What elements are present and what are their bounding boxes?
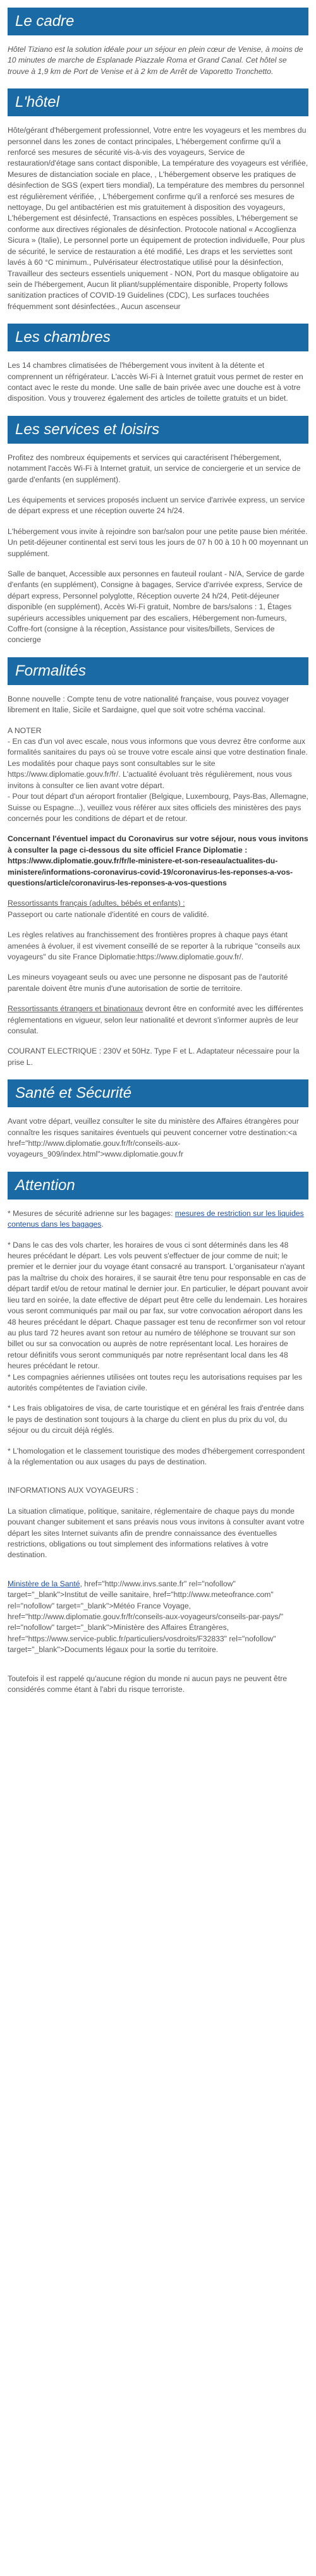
attention-charter [8,1240,308,1394]
luggage-end: . [101,1220,104,1229]
airlines-text: * Les compagnies aériennes utilisées ont toutes reçu les autorisations requises par les autorités compétentes de l'aviation civile. [8,1372,303,1392]
attention-info-text: La situation climatique, politique, sanitaire, réglementaire de chaque pays du monde pouvant changer subitement et sans préavis nous vous invitons à consulter avant votre départ les sites Internet suivants afin de prendre connaissance des éventuelles restrictions, obligations ou tout simplement des informations relatives à votre destination. [8,1506,305,1560]
formalites-note [8,726,308,736]
section-title-sante: Santé et Sécurité [8,1079,308,1107]
attention-luggage [8,1208,308,1230]
attention-info-heading: INFORMATIONS AUX VOYAGEURS : [8,1486,138,1495]
hotel-paragraph: Hôte/gérant d'hébergement professionnel, Votre entre les voyageurs et les membres du personnel dans les zones de contact principales, L'hébergement confirme qu'il a renforcé ses mesures de sécurité vis-à-vis des voyageurs, Service de restauration/d'étage sans contact disponible, La température des voyageurs est vérifiée, Mesures de distanciation sociale en place, , L'hébergement observe les pratiques de désinfection de SGS (expert tiers mondial), La température des membres du personnel est régulièrement vérifiée, , L'hébergement confirme qu'il a renforcé ses mesures de nettoyage, Du gel antibactérien est mis gratuitement à disposition des voyageurs, L'hébergement est désinfecté, Transactions en espèces possibles, L'hébergement se conforme aux directives régionales de désinfection. Protocole national « Accoglienza Sicura » (Italie), Le personnel porte un équipement de protection individuelle, Pour plus de sécurité, le service de restauration a été modifié, Les draps et les serviettes sont lavés à 60 °C minimum., Pulvérisateur électrostatique utilisé pour la désinfection, Travailleur des secteurs essentiels uniquement - NON, Port du masque obligatoire au sein de l'hébergement, Aucun lit pliant/supplémentaire disponible, Property follows sanitization practices of COVID-19 Guidelines (CDC), Les surfaces touchées fréquemment sont désinfectées., Aucun ascenseur [8,126,308,311]
formalites-paragraph-4: - Pour tout départ d'un aéroport frontalier (Belgique, Luxembourg, Pays-Bas, Allemagne, Suisse ou Espagne...), veuillez vous référer aux sites officiels des ministères des pays concernés pour les conditions de départ et de retour. [8,792,308,823]
section-title-formalites: Formalités [8,657,308,685]
attention-visa: * Les frais obligatoires de visa, de carte touristique et en général les frais d'entrée dans le pays de destination sont toujours à la charge du client en plus du prix du vol, du séjour ou du circuit déjà réglés. [8,1404,305,1435]
section-title-hotel: L'hôtel [8,88,308,116]
formalites-foreigners [8,1004,308,1036]
attention-classification: * L'homologation et le classement touristique des modes d'hébergement correspondent à la réglementation ou aux usages du pays de destination. [8,1446,305,1466]
chambres-paragraph: Les 14 chambres climatisées de l'hébergement vous invitent à la détente et comprennent un réfrigérateur. L'accès Wi-Fi à Internet gratuit vous permet de rester en contact avec le reste du monde. Une salle de bain privée avec une douche est à votre disposition. Vous y trouverez également des articles de toilette gratuits et un bidet. [8,361,303,403]
liquids-restriction-link[interactable]: mesures de restriction sur les liquides contenus dans les bagages [8,1208,304,1229]
formalites-coronavirus: Concernant l'éventuel impact du Coronavirus sur votre séjour, nous vous invitons à consulter la page ci-dessous du site officiel France Diplomatie : https://www.diplomatie.gouv.fr/fr/le-ministere-et-son-reseau/actualites-du-ministere/informations-coronavirus-covid-19/coronavirus-les-reponses-a-vos-questions/article/coronavirus-les-reponses-a-vos-questions [8,834,308,887]
formalites-paragraph-1: Bonne nouvelle : Compte tenu de votre nationalité française, vous pouvez voyager librement en Italie, Sicile et Sardaigne, quel que soit votre schéma vaccinal. [8,694,289,715]
formalites-paragraph-8: Les mineurs voyageant seuls ou avec une personne ne disposant pas de l'autorité parentale doivent être munis d'une autorisation de sortie de territoire. [8,973,288,993]
formalites-paragraph-7: Les règles relatives au franchissement des frontières propres à chaque pays étant amenées à évoluer, il est vivement conseillé de se reporter à la rubrique "conseils aux voyageurs" du site France Diplomatie:https://www.diplomatie.gouv.fr/. [8,930,300,961]
french-nationals-heading: Ressortissants français (adultes, bébés et enfants) : [8,899,185,908]
formalites-paragraph-2: - En cas d'un vol avec escale, nous vous informons que vous devrez être conforme aux formalités sanitaires du pays où se trouve votre escale ainsi que votre destination finale. [8,737,308,757]
formalites-electric: COURANT ELECTRIQUE : 230V et 50Hz. Type F et L. Adaptateur nécessaire pour la prise L. [8,1047,300,1067]
formalites-french-nationals [8,898,308,920]
section-title-attention: Attention [8,1172,308,1200]
cadre-paragraph: Hôtel Tiziano est la solution idéale pour un séjour en plein cœur de Venise, à moins de 10 minutes de marche de Esplanade Piazzale Roma et Grand Canal. Cet hôtel se trouve à 1,9 km de Port de Venise et à 2 km de Arrêt de Vaporetto Tronchetto. [8,45,303,76]
luggage-text: * Mesures de sécurité adrienne sur les bagages: [8,1208,175,1218]
services-paragraph-4: Salle de banquet, Accessible aux personnes en fauteuil roulant - N/A, Service de garde d'enfants (en supplément), Consigne à bagages, Service d'arrivée express, Service de départ express, Personnel polyglotte, Réception ouverte 24 h/24, Petit-déjeuner disponible (en supplément), Accès Wi-Fi gratuit, Nombre de bars/salons : 1, Étages supérieurs accessibles uniquement par des escaliers, Hébergement non-fumeurs, Coffre-fort (consigne à la réception, Assistance pour visites/billets, Services de concierge [8,569,305,645]
sante-paragraph: Avant votre départ, veuillez consulter le site du ministère des Affaires étrangères pour connaître les risques sanitaires éventuels qui peuvent concerner votre destination:<a href="http://www.diplomatie.gouv.fr/fr/conseils-aux-voyageurs_909/index.html">www.diplomatie.gouv.fr [8,1117,299,1159]
hotel-description-page [0,8,316,1695]
attention-links [8,1579,308,1656]
attention-terrorism: Toutefois il est rappelé qu'aucune région du monde ni aucun pays ne peuvent être considérés comme étant à l'abri du risque terroriste. [8,1674,288,1694]
foreigners-heading: Ressortissants étrangers et binationaux [8,1004,143,1014]
formalites-paragraph-3: Les modalités pour chaque pays sont consultables sur le site https://www.diplomatie.gouv.fr/fr/. L'actualité évoluant très régulièrement, nous vous invitons à consulter ce lien avant votre départ. [8,758,292,790]
french-nationals-text: Passeport ou carte nationale d'identité en cours de validité. [8,909,209,919]
services-paragraph-2: Les équipements et services proposés incluent un service d'arrivée express, un service de départ express et une réception ouverte 24 h/24. [8,495,305,516]
section-title-cadre: Le cadre [8,8,308,35]
foreigners-text: devront être en conformité avec les différentes réglementations en vigueur, selon leur nationalité et devront s'informer auprès de leur consulat. [8,1004,303,1035]
section-title-chambres: Les chambres [8,324,308,351]
charter-text: * Dans le cas des vols charter, les horaires de vous ci sont déterminés dans les 48 heures précédant le départ. Les vols peuvent s'effectuer de jour comme de nuit; le premier et le dernier jour du voyage étant consacré au transport. L'organisateur n'ayant pas la maîtrise du choix des horaires, il se saurait être tenu pour responsable en cas de départ tardif et/ou de retour matinal le dernier jour. En particulier, le départ pouvant avoir lieu tard en soirée, la date effective de départ peut être celle du lendemain. Les horaires vous seront communiqués par mail ou par fax, sur votre convocation aéroport dans les 48 heures précédant le départ. Chaque passager est tenu de reconfirmer son vol retour au plus tard 72 heures avant son retour au numéro de téléphone se trouvant sur son billet ou sur sa convocation ou auprès de notre représentant local. Les horaires de retour définitifs vous seront communiqués par notre représentant local dans les 48 heures précédant le retour. [8,1240,308,1371]
note-heading: A NOTER [8,726,42,735]
ministere-sante-link[interactable]: Ministère de la Santé [8,1579,80,1588]
services-paragraph-3: L'hébergement vous invite à rejoindre son bar/salon pour une petite pause bien méritée. Un petit-déjeuner continental est servi tous les jours de 07 h 00 à 10 h 00 moyennant un supplément. [8,526,308,558]
services-paragraph-1: Profitez des nombreux équipements et services qui caractérisent l'hébergement, notamment l'accès Wi-Fi à Internet gratuit, un service de conciergerie et un service de garde d'enfants (en supplément). [8,453,301,484]
section-title-services: Les services et loisirs [8,416,308,444]
links-text: , href="http://www.invs.sante.fr" rel="nofollow" target="_blank">Institut de veille sanitaire, href="http://www.meteofrance.com" rel="nofollow" target="_blank">Météo France Voyage, href="http://www.diplomatie.gouv.fr/fr/conseils-aux-voyageurs/conseils-par-pays/" rel="nofollow" target="_blank">Ministère des Affaires Étrangères, href="https://www.service-public.fr/particuliers/vosdroits/F32833" rel="nofollow" target="_blank">Documents légaux pour la sortie du territoire. [8,1579,284,1655]
